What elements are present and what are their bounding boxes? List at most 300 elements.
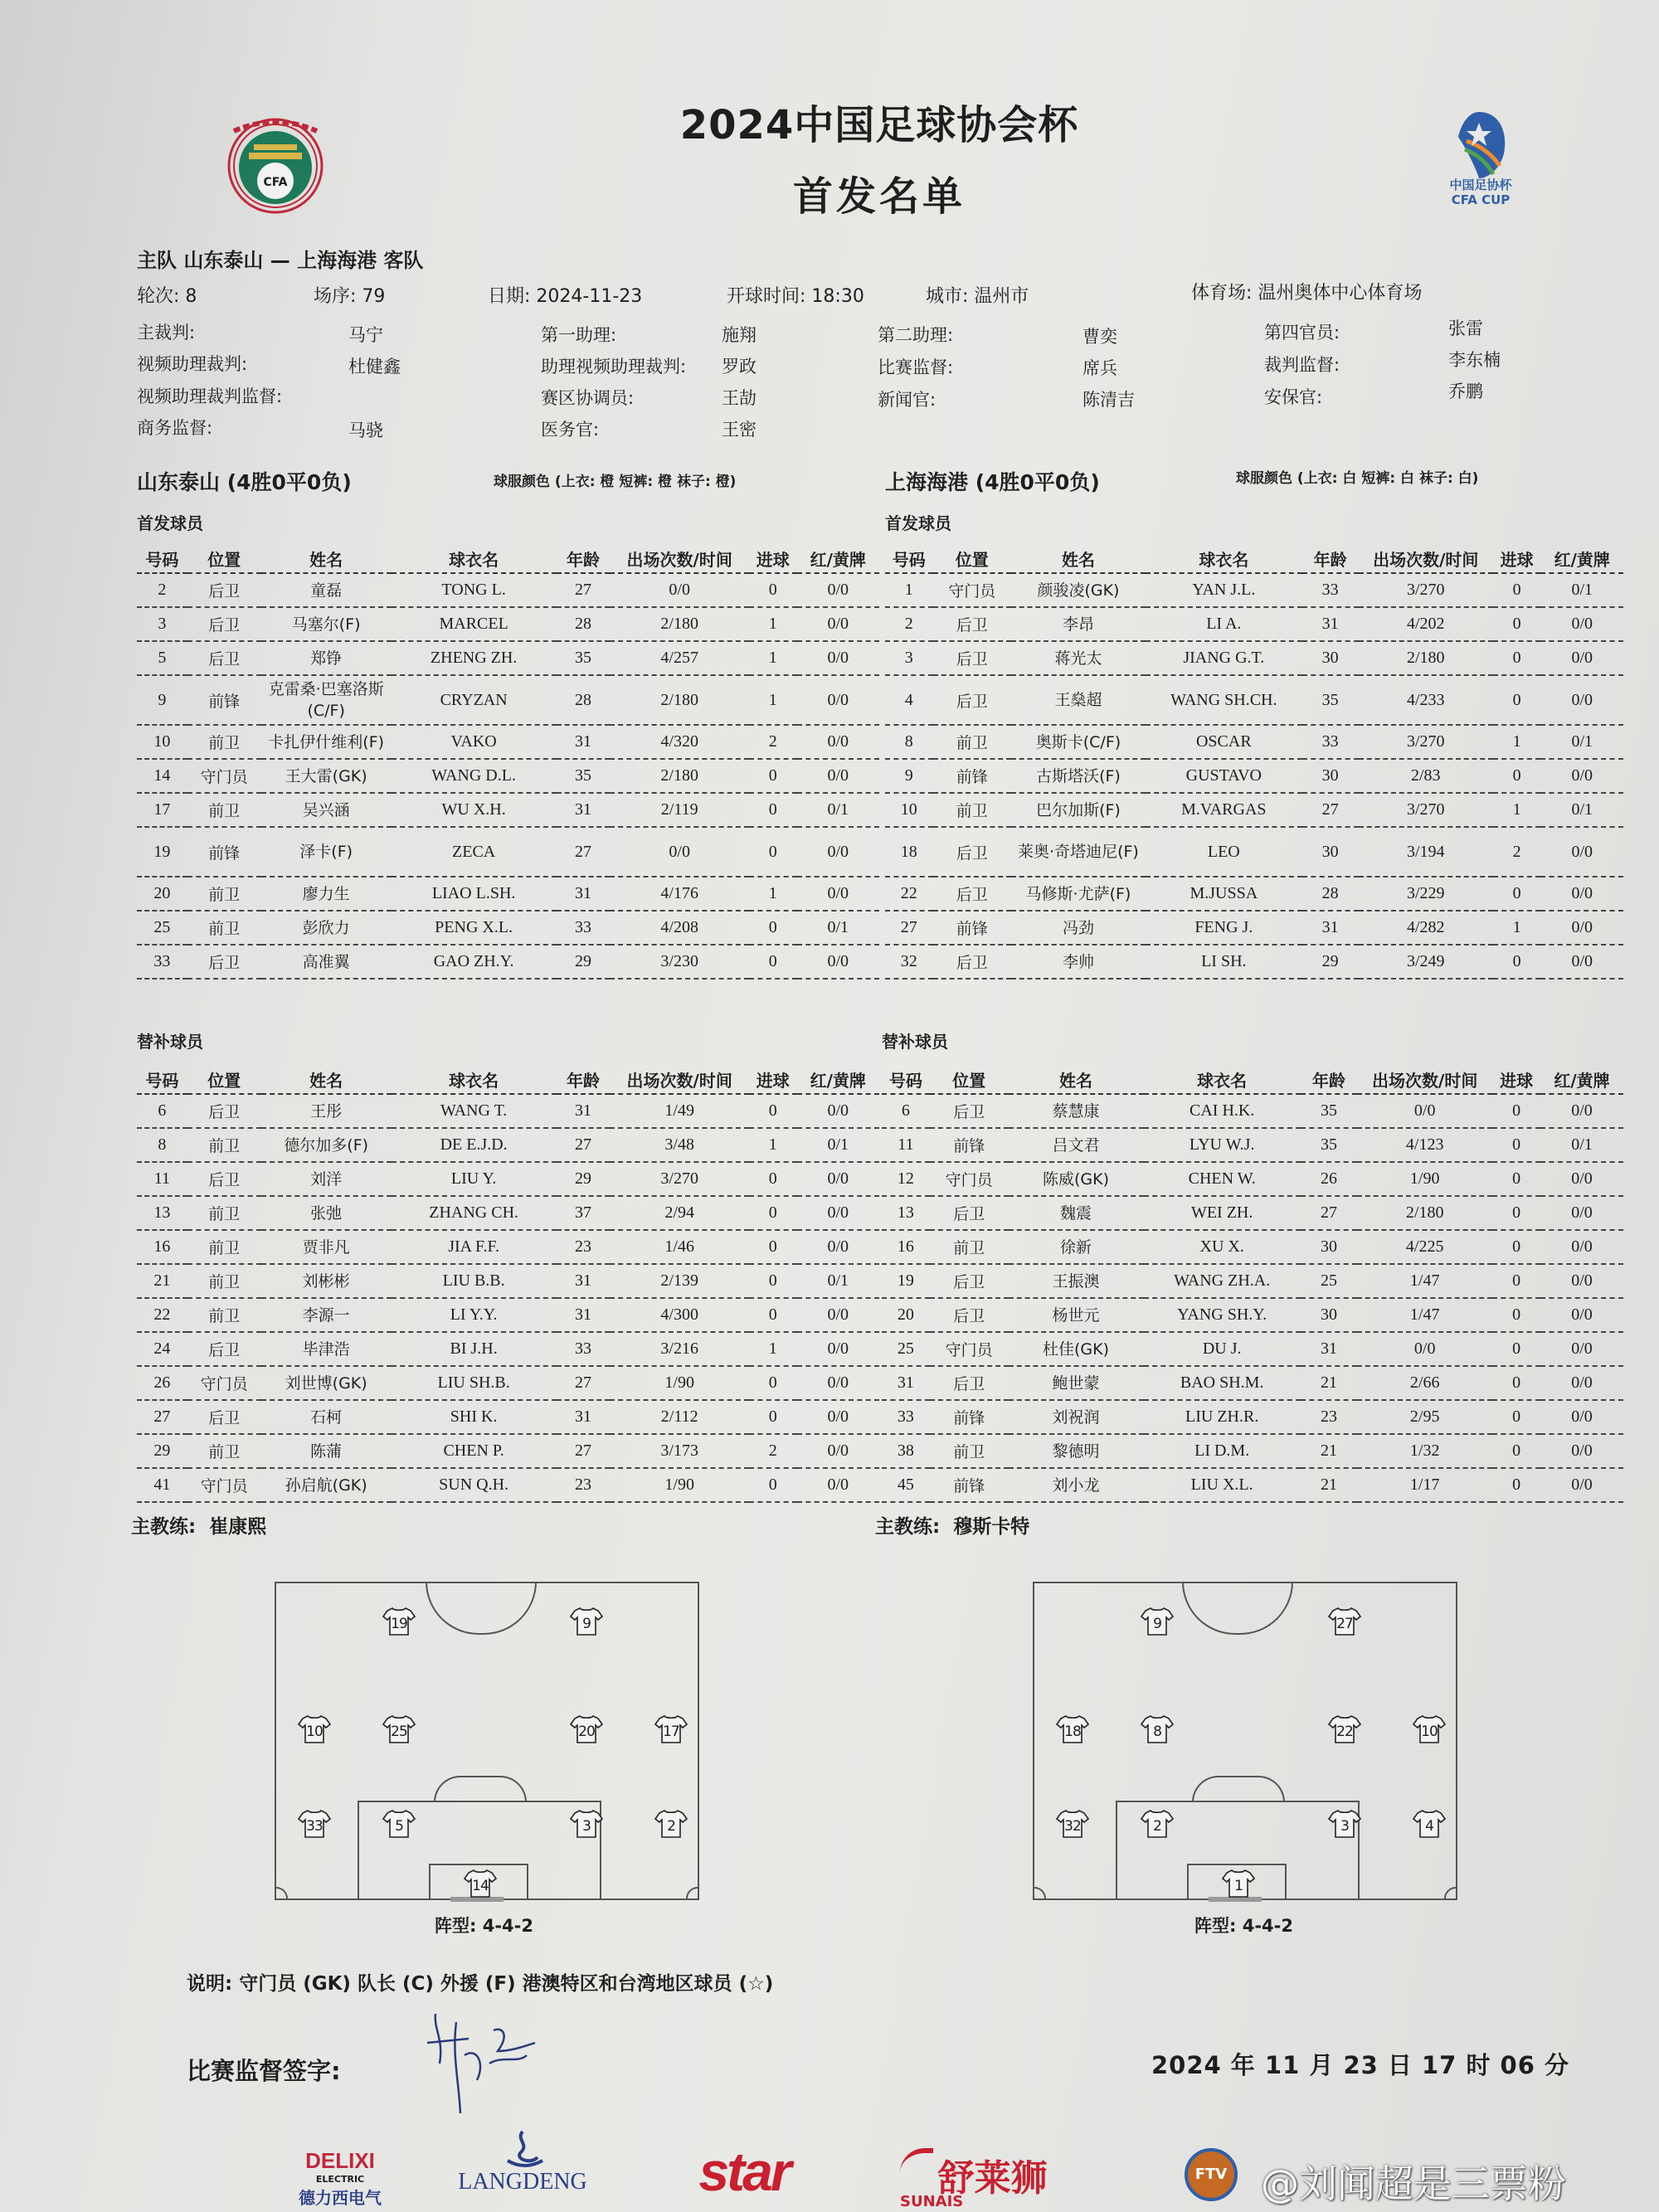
cell-number: 32 xyxy=(885,945,933,979)
cell-position: 后卫 xyxy=(930,1196,1009,1230)
cell-cards: 0/0 xyxy=(797,1094,880,1128)
cell-cards: 0/0 xyxy=(1540,1400,1623,1434)
cell-apps-minutes: 2/112 xyxy=(610,1400,748,1434)
cell-age: 35 xyxy=(1301,1094,1357,1128)
cell-name: 高准翼 xyxy=(261,945,392,979)
cell-number: 20 xyxy=(137,877,187,911)
cell-position: 前卫 xyxy=(187,1196,261,1230)
round-field xyxy=(137,282,197,308)
cell-shirt-name: OSCAR xyxy=(1146,725,1301,759)
player-row xyxy=(882,1230,1623,1264)
cell-age: 23 xyxy=(557,1468,611,1502)
cell-position: 后卫 xyxy=(930,1264,1009,1298)
cell-name: 李源一 xyxy=(261,1298,392,1332)
cell-name: 石柯 xyxy=(261,1400,392,1434)
cell-apps-minutes: 2/83 xyxy=(1359,759,1493,793)
kickoff-label: 开球时间: xyxy=(727,286,806,307)
corner-arc xyxy=(686,1887,699,1900)
cell-goals: 2 xyxy=(749,1434,797,1468)
cell-name: 王燊超 xyxy=(1011,675,1146,725)
cell-goals: 0 xyxy=(1492,1332,1540,1366)
cell-apps-minutes: 4/320 xyxy=(610,725,748,759)
cell-cards: 0/0 xyxy=(797,573,880,607)
col-cards: 红/黄牌 xyxy=(1540,1065,1623,1094)
player-shirt-icon xyxy=(464,1869,497,1898)
cell-number: 16 xyxy=(882,1230,930,1264)
cell-position: 前卫 xyxy=(187,1264,261,1298)
cell-age: 27 xyxy=(557,573,611,607)
cell-cards: 0/0 xyxy=(797,1230,880,1264)
away-starters-table xyxy=(885,544,1623,980)
cell-name: 陈蒲 xyxy=(261,1434,392,1468)
cell-name: 吴兴涵 xyxy=(261,793,392,827)
player-row xyxy=(882,1468,1623,1502)
cell-name: 刘洋 xyxy=(261,1162,392,1196)
cell-goals: 1 xyxy=(1493,911,1541,945)
away-formation-pitch xyxy=(1033,1582,1457,1900)
cell-goals: 0 xyxy=(749,1366,797,1400)
player-row xyxy=(882,1434,1623,1468)
cell-name: 毕津浩 xyxy=(261,1332,392,1366)
cell-age: 33 xyxy=(557,1332,611,1366)
cell-shirt-name: LI Y.Y. xyxy=(392,1298,557,1332)
cell-apps-minutes: 3/194 xyxy=(1359,827,1493,877)
cell-position: 前卫 xyxy=(930,1434,1009,1468)
cell-name: 黎德明 xyxy=(1009,1434,1144,1468)
col-position: 位置 xyxy=(930,1065,1009,1094)
cell-shirt-name: LI SH. xyxy=(1146,945,1301,979)
cell-number: 31 xyxy=(882,1366,930,1400)
shirt-number: 20 xyxy=(578,1723,595,1740)
cell-cards: 0/0 xyxy=(797,1468,880,1502)
cell-shirt-name: M.JUSSA xyxy=(1146,877,1301,911)
cell-goals: 0 xyxy=(1493,641,1541,675)
cell-age: 28 xyxy=(557,607,611,641)
cell-goals: 0 xyxy=(749,573,797,607)
cell-position: 前锋 xyxy=(187,827,261,877)
cell-number: 13 xyxy=(137,1196,187,1230)
player-shirt-icon xyxy=(382,1714,416,1744)
cell-apps-minutes: 1/90 xyxy=(1357,1162,1492,1196)
cell-shirt-name: DU J. xyxy=(1144,1332,1301,1366)
cell-shirt-name: ZHANG CH. xyxy=(392,1196,557,1230)
player-shirt-icon xyxy=(382,1809,416,1839)
order-field xyxy=(314,282,385,308)
col-cards: 红/黄牌 xyxy=(797,1065,880,1094)
cell-shirt-name: WANG SH.CH. xyxy=(1146,675,1301,725)
cell-position: 前卫 xyxy=(187,725,261,759)
cell-name: 李昂 xyxy=(1011,607,1146,641)
player-shirt-icon xyxy=(1056,1714,1089,1744)
player-shirt-icon xyxy=(654,1809,688,1839)
cell-age: 27 xyxy=(1302,793,1359,827)
cell-goals: 1 xyxy=(749,641,797,675)
cell-cards: 0/1 xyxy=(797,793,880,827)
cell-age: 37 xyxy=(557,1196,611,1230)
cell-cards: 0/0 xyxy=(1540,1196,1623,1230)
cell-goals: 1 xyxy=(749,1128,797,1162)
player-shirt-icon xyxy=(298,1809,331,1839)
cell-number: 2 xyxy=(137,573,187,607)
cell-cards: 0/0 xyxy=(1540,759,1623,793)
sponsor-star xyxy=(649,2142,839,2200)
cell-apps-minutes: 3/229 xyxy=(1359,877,1493,911)
player-row xyxy=(882,1094,1623,1128)
player-row xyxy=(885,877,1623,911)
cell-cards: 0/0 xyxy=(797,1434,880,1468)
player-row xyxy=(137,573,879,607)
cell-shirt-name: WANG T. xyxy=(392,1094,557,1128)
cell-age: 31 xyxy=(1301,1332,1357,1366)
cell-age: 23 xyxy=(1301,1400,1357,1434)
away-subs-heading: 替补球员 xyxy=(882,1032,948,1052)
cell-apps-minutes: 1/90 xyxy=(610,1468,748,1502)
player-row xyxy=(882,1128,1623,1162)
shirt-number: 2 xyxy=(1153,1818,1161,1835)
cell-name: 德尔加多(F) xyxy=(261,1128,392,1162)
cell-age: 31 xyxy=(557,1298,611,1332)
cell-shirt-name: LIU ZH.R. xyxy=(1144,1400,1301,1434)
cell-number: 10 xyxy=(137,725,187,759)
player-row xyxy=(137,1298,879,1332)
shirt-number: 9 xyxy=(582,1616,591,1632)
cell-goals: 0 xyxy=(749,1196,797,1230)
cell-age: 26 xyxy=(1301,1162,1357,1196)
cell-shirt-name: LIU B.B. xyxy=(392,1264,557,1298)
sponsor-name: star xyxy=(698,2141,790,2202)
player-shirt-icon xyxy=(570,1714,603,1744)
official-label: 第二助理: xyxy=(878,325,954,345)
cell-number: 29 xyxy=(137,1434,187,1468)
signature-datetime: 2024 年 11 月 23 日 17 时 06 分 xyxy=(1151,2051,1570,2079)
cell-position: 后卫 xyxy=(187,1332,261,1366)
centre-circle xyxy=(426,1582,537,1635)
cell-age: 35 xyxy=(557,759,611,793)
col-number: 号码 xyxy=(885,544,933,573)
cell-number: 8 xyxy=(885,725,933,759)
cell-position: 守门员 xyxy=(930,1332,1009,1366)
player-shirt-icon xyxy=(1413,1809,1446,1839)
cell-name: 魏震 xyxy=(1009,1196,1144,1230)
cell-position: 守门员 xyxy=(187,759,261,793)
supervisor-signature xyxy=(419,2005,552,2125)
cell-position: 后卫 xyxy=(933,877,1011,911)
shirt-number: 1 xyxy=(1234,1878,1243,1894)
cell-position: 后卫 xyxy=(187,607,261,641)
cell-age: 35 xyxy=(557,641,611,675)
cell-goals: 1 xyxy=(749,607,797,641)
cell-age: 21 xyxy=(1301,1366,1357,1400)
cell-cards: 0/1 xyxy=(1540,573,1623,607)
cell-apps-minutes: 3/270 xyxy=(1359,573,1493,607)
cell-cards: 0/0 xyxy=(797,1162,880,1196)
cell-apps-minutes: 2/180 xyxy=(1359,641,1493,675)
cell-shirt-name: JIANG G.T. xyxy=(1146,641,1301,675)
cell-apps-minutes: 3/230 xyxy=(610,945,748,979)
cell-number: 22 xyxy=(885,877,933,911)
col-age: 年龄 xyxy=(1301,1065,1357,1094)
col-apps-minutes: 出场次数/时间 xyxy=(610,544,748,573)
table-header-row xyxy=(882,1065,1623,1094)
cell-position: 前卫 xyxy=(187,793,261,827)
cell-shirt-name: CRYZAN xyxy=(392,675,557,725)
ftv-logo-icon: FTV xyxy=(1185,2148,1238,2201)
player-row xyxy=(137,759,879,793)
cell-goals: 0 xyxy=(749,1230,797,1264)
col-goals: 进球 xyxy=(1492,1065,1540,1094)
cell-number: 3 xyxy=(137,607,187,641)
cell-apps-minutes: 3/270 xyxy=(610,1162,748,1196)
cell-name: 冯劲 xyxy=(1011,911,1146,945)
official-value: 马宁 xyxy=(348,325,383,345)
cell-shirt-name: FENG J. xyxy=(1146,911,1301,945)
col-position: 位置 xyxy=(187,544,261,573)
cell-cards: 0/0 xyxy=(1540,607,1623,641)
player-row xyxy=(137,827,879,877)
cell-apps-minutes: 3/216 xyxy=(610,1332,748,1366)
cell-name: 古斯塔沃(F) xyxy=(1011,759,1146,793)
cell-cards: 0/0 xyxy=(797,675,880,725)
player-row xyxy=(885,793,1623,827)
cell-shirt-name: LIU SH.B. xyxy=(392,1366,557,1400)
player-shirt-icon xyxy=(1328,1607,1361,1636)
sponsor-ftv xyxy=(1165,2148,1257,2201)
official-label: 第四官员: xyxy=(1264,323,1340,343)
cell-age: 33 xyxy=(1302,573,1359,607)
home-starters-table xyxy=(137,544,879,980)
official-value: 张雷 xyxy=(1448,318,1483,338)
away-formation-label: 阵型: 4-4-2 xyxy=(1194,1916,1293,1936)
cell-apps-minutes: 4/225 xyxy=(1357,1230,1492,1264)
cell-shirt-name: ZHENG ZH. xyxy=(392,641,557,675)
cell-number: 12 xyxy=(882,1162,930,1196)
coach-name: 穆斯卡特 xyxy=(953,1516,1030,1538)
cell-cards: 0/0 xyxy=(797,759,880,793)
cell-goals: 0 xyxy=(749,911,797,945)
cell-number: 33 xyxy=(882,1400,930,1434)
stadium-value: 温州奥体中心体育场 xyxy=(1258,283,1423,304)
official-value: 席兵 xyxy=(1082,358,1117,378)
cell-cards: 0/0 xyxy=(1540,1366,1623,1400)
cell-goals: 1 xyxy=(749,877,797,911)
competition-title: 2024中国足球协会杯 xyxy=(679,102,1079,148)
cell-name: 王彤 xyxy=(261,1094,392,1128)
cell-number: 41 xyxy=(137,1468,187,1502)
player-shirt-icon xyxy=(1056,1809,1089,1839)
player-row xyxy=(137,1366,879,1400)
cell-goals: 0 xyxy=(749,759,797,793)
cell-name: 童磊 xyxy=(261,573,392,607)
cell-apps-minutes: 2/66 xyxy=(1357,1366,1492,1400)
official-value: 李东楠 xyxy=(1448,350,1501,370)
cell-cards: 0/0 xyxy=(1540,1298,1623,1332)
cell-apps-minutes: 0/0 xyxy=(610,573,748,607)
cell-apps-minutes: 4/208 xyxy=(610,911,748,945)
cell-number: 11 xyxy=(882,1128,930,1162)
official-label: 商务监督: xyxy=(137,418,213,438)
kickoff-value: 18:30 xyxy=(811,286,864,307)
player-shirt-icon xyxy=(1141,1714,1174,1744)
table-header-row xyxy=(885,544,1623,573)
cell-number: 19 xyxy=(882,1264,930,1298)
cell-position: 后卫 xyxy=(933,675,1011,725)
official-value: 曹奕 xyxy=(1082,327,1117,347)
cell-position: 前锋 xyxy=(933,759,1011,793)
cell-position: 后卫 xyxy=(930,1298,1009,1332)
cell-position: 后卫 xyxy=(187,641,261,675)
cell-shirt-name: CHEN P. xyxy=(392,1434,557,1468)
player-row xyxy=(137,641,879,675)
cell-shirt-name: BAO SH.M. xyxy=(1144,1366,1301,1400)
cell-number: 20 xyxy=(882,1298,930,1332)
official-value: 杜健鑫 xyxy=(348,357,401,377)
legend-note: 说明: 守门员 (GK) 队长 (C) 外援 (F) 港澳特区和台湾地区球员 (☆) xyxy=(187,1973,774,1995)
official-label: 裁判监督: xyxy=(1264,355,1340,375)
col-goals: 进球 xyxy=(749,544,797,573)
cell-name: 王振澳 xyxy=(1009,1264,1144,1298)
cell-name: 卡扎伊什维利(F) xyxy=(261,725,392,759)
player-row xyxy=(137,1196,879,1230)
cell-age: 21 xyxy=(1301,1468,1357,1502)
corner-arc xyxy=(1033,1887,1046,1900)
cell-goals: 0 xyxy=(749,1264,797,1298)
col-age: 年龄 xyxy=(557,544,611,573)
cell-goals: 0 xyxy=(749,827,797,877)
cell-age: 31 xyxy=(1302,911,1359,945)
cell-position: 后卫 xyxy=(933,827,1011,877)
cell-cards: 0/0 xyxy=(797,945,880,979)
stadium-label: 体育场: xyxy=(1191,283,1253,304)
cell-shirt-name: TONG L. xyxy=(392,573,557,607)
cell-cards: 0/0 xyxy=(1540,945,1623,979)
player-row xyxy=(885,759,1623,793)
cell-apps-minutes: 4/300 xyxy=(610,1298,748,1332)
away-team-title: 上海海港 (4胜0平0负) xyxy=(885,470,1100,494)
cell-number: 5 xyxy=(137,641,187,675)
round-label: 轮次: xyxy=(137,286,180,307)
cell-position: 守门员 xyxy=(930,1162,1009,1196)
official-value: 施翔 xyxy=(722,325,757,345)
official-label: 助理视频助理裁判: xyxy=(541,357,687,377)
cell-number: 21 xyxy=(137,1264,187,1298)
cell-age: 35 xyxy=(1301,1128,1357,1162)
cell-position: 后卫 xyxy=(187,1162,261,1196)
cell-number: 4 xyxy=(885,675,933,725)
cell-apps-minutes: 3/173 xyxy=(610,1434,748,1468)
cell-shirt-name: WU X.H. xyxy=(392,793,557,827)
cell-shirt-name: YANG SH.Y. xyxy=(1144,1298,1301,1332)
cell-name: 莱奥·奇塔迪尼(F) xyxy=(1011,827,1146,877)
official-label: 新闻官: xyxy=(878,390,937,410)
player-row xyxy=(885,945,1623,979)
cell-shirt-name: XU X. xyxy=(1144,1230,1301,1264)
cell-name: 杜佳(GK) xyxy=(1009,1332,1144,1366)
cell-cards: 0/1 xyxy=(797,1128,880,1162)
cell-apps-minutes: 2/180 xyxy=(1357,1196,1492,1230)
cell-name: 刘彬彬 xyxy=(261,1264,392,1298)
date-field xyxy=(488,282,642,308)
col-shirt-name: 球衣名 xyxy=(1146,544,1301,573)
cell-age: 23 xyxy=(557,1230,611,1264)
cell-age: 27 xyxy=(1301,1196,1357,1230)
cell-goals: 0 xyxy=(1492,1264,1540,1298)
home-team-title: 山东泰山 (4胜0平0负) xyxy=(137,470,352,494)
table-header-row xyxy=(137,1065,879,1094)
cell-cards: 0/0 xyxy=(797,1298,880,1332)
player-row xyxy=(885,725,1623,759)
cell-name: 吕文君 xyxy=(1009,1128,1144,1162)
cell-cards: 0/0 xyxy=(1540,1264,1623,1298)
player-row xyxy=(137,1128,879,1162)
cell-number: 45 xyxy=(882,1468,930,1502)
cell-number: 27 xyxy=(885,911,933,945)
cell-cards: 0/1 xyxy=(797,911,880,945)
cell-age: 29 xyxy=(1302,945,1359,979)
cell-name: 李帅 xyxy=(1011,945,1146,979)
cell-number: 10 xyxy=(885,793,933,827)
cell-cards: 0/0 xyxy=(1540,641,1623,675)
cell-goals: 0 xyxy=(1492,1196,1540,1230)
player-shirt-icon xyxy=(382,1607,416,1636)
cell-shirt-name: LYU W.J. xyxy=(1144,1128,1301,1162)
cell-age: 21 xyxy=(1301,1434,1357,1468)
cell-name: 徐新 xyxy=(1009,1230,1144,1264)
shirt-number: 9 xyxy=(1153,1616,1161,1632)
away-coach xyxy=(875,1511,1029,1539)
cell-cards: 0/0 xyxy=(797,1196,880,1230)
player-row xyxy=(137,1264,879,1298)
order-label: 场序: xyxy=(314,286,357,307)
cell-position: 前卫 xyxy=(187,877,261,911)
cell-shirt-name: LIU X.L. xyxy=(1144,1468,1301,1502)
player-shirt-icon xyxy=(570,1607,603,1636)
cell-goals: 0 xyxy=(1492,1434,1540,1468)
shirt-number: 10 xyxy=(306,1723,323,1740)
cell-name: 刘世博(GK) xyxy=(261,1366,392,1400)
cell-goals: 0 xyxy=(1493,573,1541,607)
cell-apps-minutes: 1/32 xyxy=(1357,1434,1492,1468)
official-value: 乔鹏 xyxy=(1448,382,1483,401)
official-label: 安保官: xyxy=(1264,387,1323,407)
penalty-arc xyxy=(434,1776,527,1802)
matchup-heading: 主队 山东泰山 — 上海海港 客队 xyxy=(137,249,424,272)
table-header-row xyxy=(137,544,879,573)
cell-name: 马修斯·尤萨(F) xyxy=(1011,877,1146,911)
player-row xyxy=(885,641,1623,675)
player-row xyxy=(137,911,879,945)
city-field xyxy=(926,282,1029,308)
city-value: 温州市 xyxy=(974,286,1029,307)
official-value: 陈清吉 xyxy=(1082,390,1135,410)
coach-name: 崔康熙 xyxy=(209,1516,267,1538)
cell-position: 后卫 xyxy=(187,1400,261,1434)
cell-shirt-name: PENG X.L. xyxy=(392,911,557,945)
cell-name: 刘祝润 xyxy=(1009,1400,1144,1434)
player-row xyxy=(882,1264,1623,1298)
sponsor-name: SUNAIS xyxy=(900,2193,964,2210)
centre-circle xyxy=(1182,1582,1293,1635)
cell-cards: 0/0 xyxy=(1540,1332,1623,1366)
cell-cards: 0/0 xyxy=(1540,827,1623,877)
col-apps-minutes: 出场次数/时间 xyxy=(610,1065,748,1094)
cell-position: 前卫 xyxy=(187,1434,261,1468)
player-row xyxy=(137,1094,879,1128)
cell-goals: 0 xyxy=(749,793,797,827)
cell-position: 前锋 xyxy=(930,1468,1009,1502)
cell-goals: 0 xyxy=(1493,877,1541,911)
cell-position: 后卫 xyxy=(930,1366,1009,1400)
cell-position: 前卫 xyxy=(930,1230,1009,1264)
